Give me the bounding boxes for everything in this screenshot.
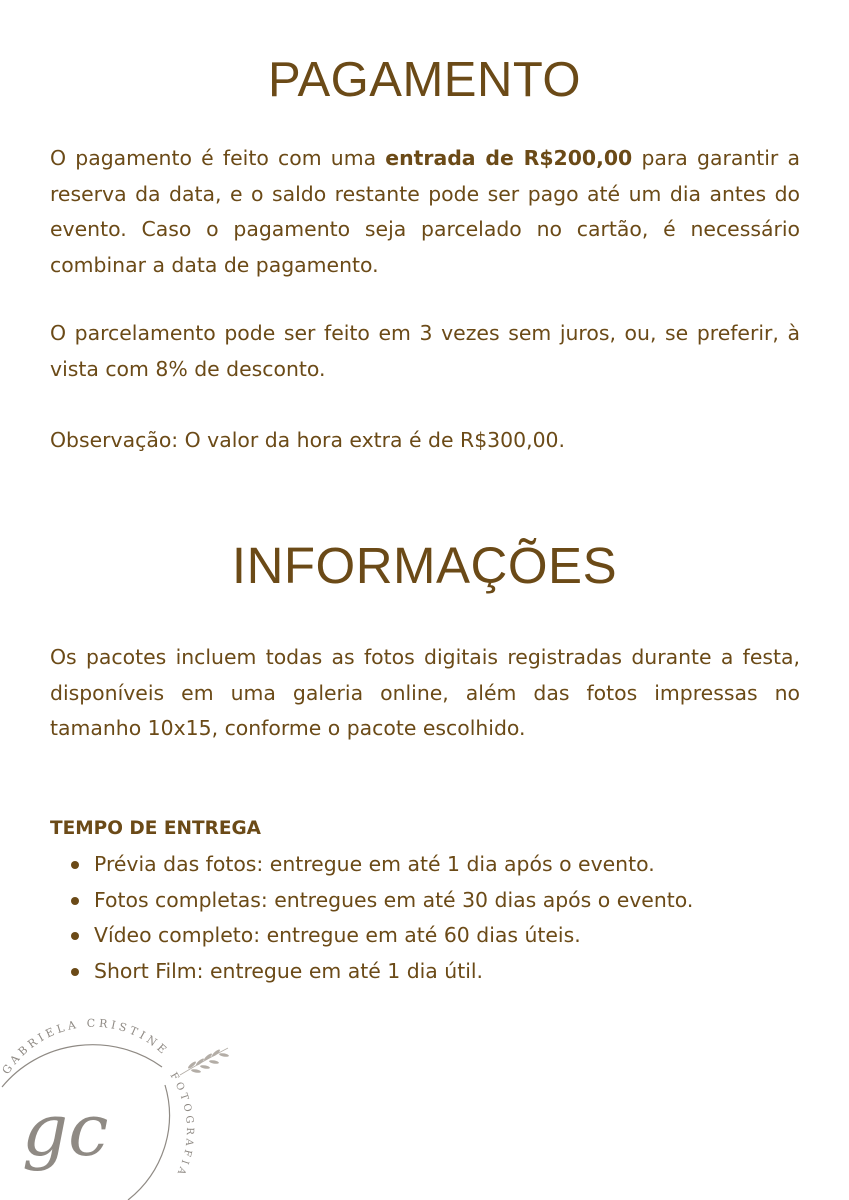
entrada-text-before: O pagamento é feito com uma — [50, 146, 386, 170]
pagamento-heading: PAGAMENTO — [267, 53, 582, 107]
bullet-icon — [71, 861, 79, 869]
list-item-text: Vídeo completo: entregue em até 60 dias úteis. — [94, 923, 581, 947]
list-item — [50, 847, 693, 883]
list-item-text: Prévia das fotos: entregue em até 1 dia após o evento. — [94, 852, 655, 876]
entrada-value-highlight: entrada de R$200,00 — [385, 146, 633, 170]
leaf-sprig-icon — [180, 1048, 229, 1075]
list-item-text: Short Film: entregue em até 1 dia útil. — [94, 958, 484, 983]
tempo-de-entrega-list — [50, 847, 693, 989]
list-item — [50, 883, 693, 919]
list-item — [50, 954, 693, 990]
list-item-text: Fotos completas: entregues em até 30 dias após o evento. — [94, 887, 694, 912]
informacoes-heading: INFORMAÇÕES — [231, 537, 618, 594]
logo-circle-arc-lower — [128, 1085, 169, 1200]
logo-top-lettering: GABRIELA CRISTINE — [0, 1016, 172, 1077]
pagamento-paragraph-entrada — [50, 141, 800, 283]
brand-logo — [0, 1015, 240, 1200]
logo-side-lettering: FOTOGRAFIA — [167, 1070, 195, 1180]
informacoes-paragraph: Os pacotes incluem todas as fotos digitais registradas durante a festa, disponíveis em uma galeria online, além das fotos impressas no tamanho 10x15, conforme o pacote escolhido. — [50, 645, 800, 740]
tempo-de-entrega-heading: TEMPO DE ENTREGA — [50, 818, 261, 839]
logo-monogram: gc — [22, 1088, 109, 1172]
pagamento-paragraph-parcelamento: O parcelamento pode ser feito em 3 vezes sem juros, ou, se preferir, à vista com 8% de desconto. — [50, 321, 800, 381]
pagamento-paragraph-observacao: Observação: O valor da hora extra é de R$300,00. — [50, 428, 565, 452]
entrada-text-after: para garantir a reserva da data, e o saldo restante pode ser pago até um dia antes do evento. Caso o pagamento seja parcelado no cartão, é necessário combinar a data de pagamento. — [50, 146, 801, 277]
bullet-icon — [71, 932, 79, 940]
bullet-icon — [71, 968, 79, 976]
bullet-icon — [71, 897, 79, 905]
list-item — [50, 918, 693, 954]
